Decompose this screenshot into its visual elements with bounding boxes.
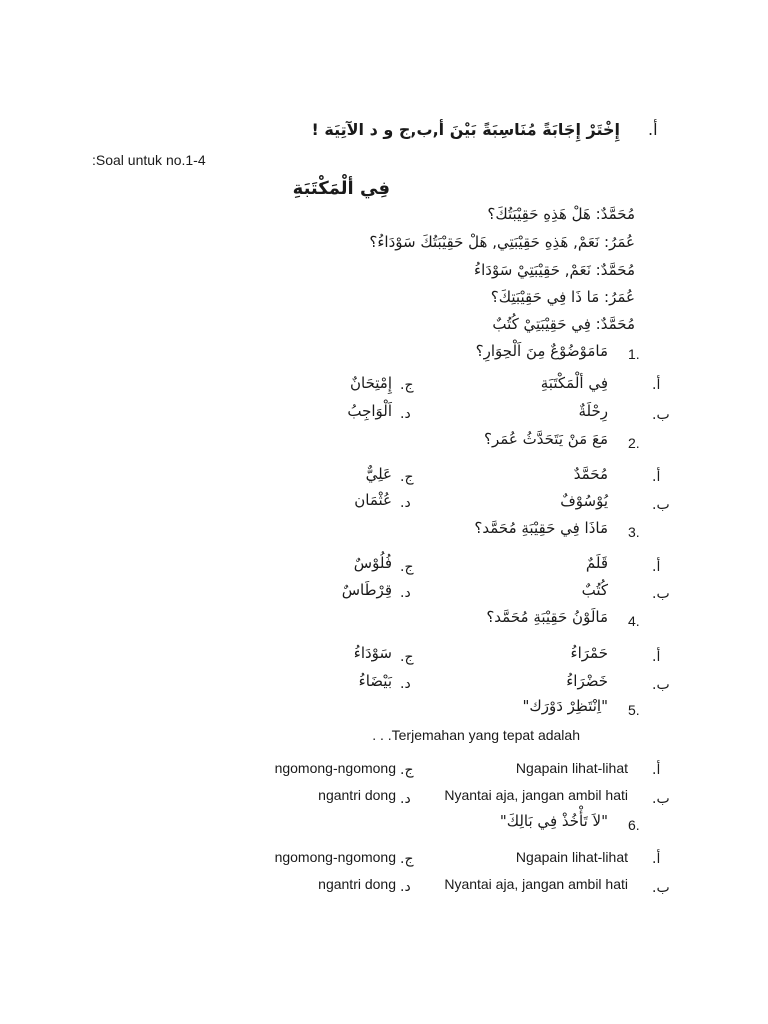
dialog-line: مُحَمَّدٌ: فِي حَقِيْبَتِيْ كُتُبٌ bbox=[492, 315, 635, 333]
question-text: مَاذَا فِي حَقِيْبَةِ مُحَمَّد؟ bbox=[474, 519, 608, 537]
question-number: 3. bbox=[628, 524, 640, 540]
soal-label: :Soal untuk no.1-4 bbox=[92, 152, 206, 168]
option-text[interactable]: إِمْتِحَانٌ bbox=[350, 374, 392, 392]
instruction-letter: أ. bbox=[648, 120, 658, 139]
option-letter: د. bbox=[400, 791, 411, 807]
option-text[interactable]: حَمْرَاءُ bbox=[570, 644, 608, 662]
option-text[interactable]: يُوْسُوْفٌ bbox=[560, 492, 608, 510]
question-prompt: . . .Terjemahan yang tepat adalah bbox=[372, 727, 580, 743]
question-text: مَالَوْنُ حَقِيْبَةِ مُحَمَّد؟ bbox=[486, 608, 608, 626]
option-text[interactable]: عَلِيٌّ bbox=[365, 465, 392, 483]
question-text: "اِنْتَظِرْ دَوْرَك" bbox=[522, 697, 608, 715]
option-text[interactable]: رِحْلَةٌ bbox=[578, 402, 608, 420]
option-text[interactable]: بَيْضَاءُ bbox=[358, 672, 392, 690]
option-letter: أ. bbox=[652, 469, 661, 485]
option-text[interactable]: فِي ألْمَكْتَبَةِ bbox=[540, 374, 608, 392]
instruction-text: إِخْتَرْ إِجَابَةً مُنَاسِبَةً بَيْنَ أ,ب,ج و د الآتِيَة ! bbox=[311, 120, 620, 139]
question-number: 5. bbox=[628, 702, 640, 718]
option-text[interactable]: ngantri dong bbox=[318, 876, 396, 892]
option-letter: ب. bbox=[652, 677, 670, 693]
option-text[interactable]: Nyantai aja, jangan ambil hati bbox=[444, 787, 628, 803]
option-letter: أ. bbox=[652, 649, 661, 665]
option-letter: ج. bbox=[400, 762, 414, 778]
option-text[interactable]: Ngapain lihat-lihat bbox=[515, 760, 628, 776]
option-text[interactable]: ngantri dong bbox=[318, 787, 396, 803]
option-text[interactable]: خَضْرَاءُ bbox=[566, 672, 608, 690]
option-text[interactable]: قَلَمٌ bbox=[585, 554, 608, 572]
option-text[interactable]: قِرْطَاسٌ bbox=[341, 581, 392, 599]
dialog-line: عُمَرُ: مَا ذَا فِي حَقِيْبَتِكَ؟ bbox=[490, 288, 635, 306]
option-letter: ب. bbox=[652, 407, 670, 423]
dialog-line: مُحَمَّدٌ: هَلْ هَذِهِ حَقِيْبَتُكَ؟ bbox=[487, 205, 635, 223]
option-letter: د. bbox=[400, 495, 411, 511]
option-letter: د. bbox=[400, 406, 411, 422]
question-number: 4. bbox=[628, 613, 640, 629]
dialog-title: فِي ألْمَكْتَبَةِ bbox=[292, 178, 390, 199]
option-letter: ب. bbox=[652, 880, 670, 896]
option-letter: ج. bbox=[400, 851, 414, 867]
option-text[interactable]: عُثْمَان bbox=[354, 491, 392, 509]
option-text[interactable]: Nyantai aja, jangan ambil hati bbox=[444, 876, 628, 892]
option-text[interactable]: Ngapain lihat-lihat bbox=[515, 849, 628, 865]
option-letter: أ. bbox=[652, 377, 661, 393]
option-text[interactable]: اَلْوَاجِبُ bbox=[347, 402, 392, 420]
dialog-line: عُمَرُ: نَعَمْ, هَذِهِ حَقِيْبَتِي, هَلْ حَقِيْبَتُكَ سَوْدَاءُ؟ bbox=[369, 233, 635, 251]
option-text[interactable]: كُتُبٌ bbox=[581, 581, 608, 599]
option-letter: ب. bbox=[652, 791, 670, 807]
option-letter: ج. bbox=[400, 559, 414, 575]
question-text: مَامَوْضُوْعٌ مِنَ اَلْحِوَارِ؟ bbox=[475, 342, 608, 360]
option-text[interactable]: فُلُوْسٌ bbox=[353, 554, 392, 572]
question-text: مَعَ مَنْ يَتَحَدَّثُ عُمَر؟ bbox=[483, 430, 608, 448]
question-number: 6. bbox=[628, 817, 640, 833]
option-text[interactable]: سَوْدَاءُ bbox=[353, 644, 392, 662]
option-letter: ج. bbox=[400, 377, 414, 393]
option-text[interactable]: ngomong-ngomong bbox=[274, 849, 396, 865]
option-letter: د. bbox=[400, 585, 411, 601]
dialog-line: مُحَمَّدٌ: نَعَمْ, حَقِيْبَتِيْ سَوْدَاءُ bbox=[474, 261, 635, 279]
question-number: 1. bbox=[628, 346, 640, 362]
option-text[interactable]: مُحَمَّدٌ bbox=[573, 465, 608, 483]
question-text: "لاَ تَأْخُذْ فِي بَالِكَ" bbox=[499, 812, 608, 830]
option-text[interactable]: ngomong-ngomong bbox=[274, 760, 396, 776]
option-letter: د. bbox=[400, 879, 411, 895]
option-letter: أ. bbox=[652, 851, 661, 867]
option-letter: أ. bbox=[652, 762, 661, 778]
option-letter: أ. bbox=[652, 559, 661, 575]
option-letter: ج. bbox=[400, 649, 414, 665]
option-letter: ب. bbox=[652, 497, 670, 513]
option-letter: د. bbox=[400, 676, 411, 692]
question-number: 2. bbox=[628, 435, 640, 451]
option-letter: ج. bbox=[400, 469, 414, 485]
option-letter: ب. bbox=[652, 586, 670, 602]
